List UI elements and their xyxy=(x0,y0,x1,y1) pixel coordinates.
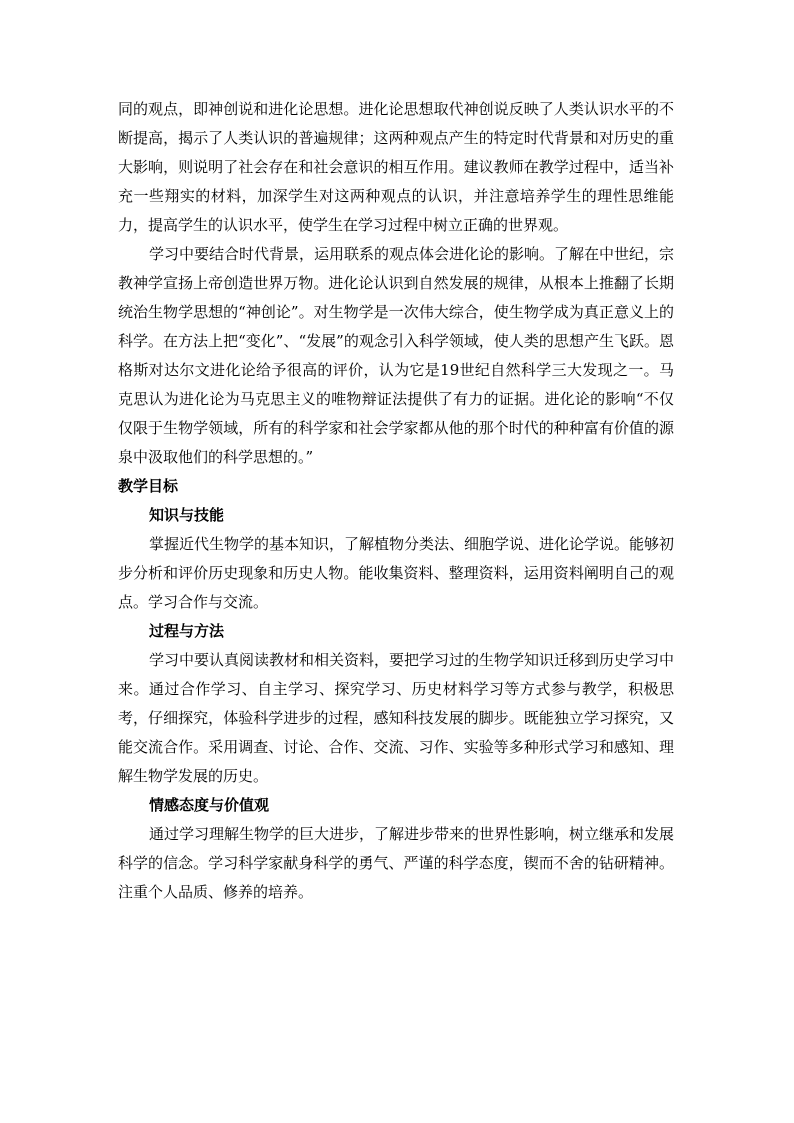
subheading-knowledge-skills: 知识与技能 xyxy=(149,506,225,524)
section-title-teaching-goals: 教学目标 xyxy=(118,477,179,495)
subheading-process-methods: 过程与方法 xyxy=(149,622,225,640)
paragraph-emotion-values: 通过学习理解生物学的巨大进步，了解进步带来的世界性影响，树立继承和发展科学的信念。学习科学家献身科学的勇气、严谨的科学态度，锲而不舍的钻研精神。注重个人品质、修养的培养。 xyxy=(118,825,675,901)
document-page xyxy=(118,95,674,907)
paragraph-continuation: 同的观点，即神创说和进化论思想。进化论思想取代神创说反映了人类认识水平的不断提高，揭示了人类认识的普遍规律；这两种观点产生的特定时代背景和对历史的重大影响，则说明了社会存在和社会意识的相互作用。建议教师在教学过程中，适当补充一些翔实的材料，加深学生对这两种观点的认识，并注意培养学生的理性思维能力，提高学生的认识水平，使学生在学习过程中树立正确的世界观。 xyxy=(118,100,674,234)
subheading-emotion-values: 情感态度与价值观 xyxy=(149,796,270,814)
paragraph-knowledge-skills: 掌握近代生物学的基本知识，了解植物分类法、细胞学说、进化论学说。能够初步分析和评价历史现象和历史人物。能收集资料、整理资料，运用资料阐明自己的观点。学习合作与交流。 xyxy=(118,535,675,611)
paragraph-evolution-influence: 学习中要结合时代背景，运用联系的观点体会进化论的影响。了解在中世纪，宗教神学宣扬上帝创造世界万物。进化论认识到自然发展的规律，从根本上推翻了长期统治生物学思想的“神创论”。对生物学是一次伟大综合，使生物学成为真正意义上的科学。在方法上把“变化”、“发展”的观念引入科学领域，使人类的思想产生飞跃。恩格斯对达尔文进化论给予很高的评价，认为它是19世纪自然科学三大发现之一。马克思认为进化论为马克思主义的唯物辩证法提供了有力的证据。进化论的影响“不仅仅限于生物学领域，所有的科学家和社会学家都从他的那个时代的种种富有价值的源泉中汲取他们的科学思想的。” xyxy=(118,245,675,466)
paragraph-process-methods: 学习中要认真阅读教材和相关资料，要把学习过的生物学知识迁移到历史学习中来。通过合作学习、自主学习、探究学习、历史材料学习等方式参与教学，积极思考，仔细探究，体验科学进步的过程，感知科技发展的脚步。既能独立学习探究，又能交流合作。采用调查、讨论、合作、交流、习作、实验等多种形式学习和感知、理解生物学发展的历史。 xyxy=(118,651,675,785)
